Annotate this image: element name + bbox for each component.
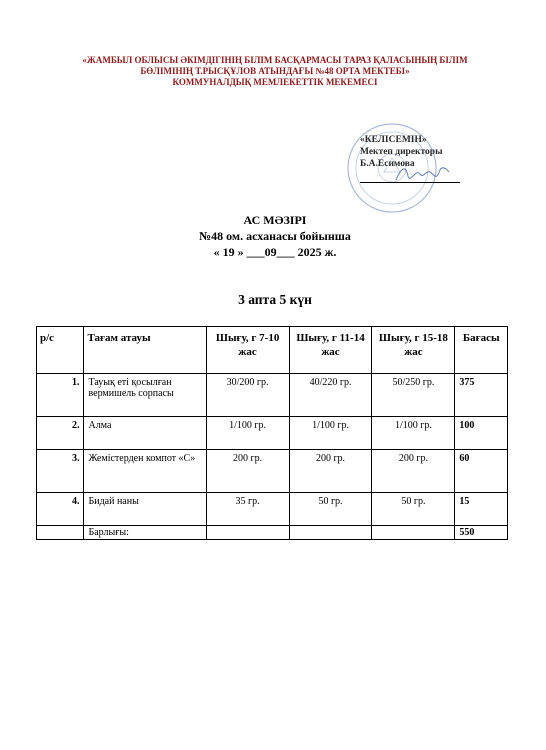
cell-num: 2.	[37, 417, 84, 450]
cell-name: Бидай наны	[84, 493, 206, 526]
cell-name: Тауық еті қосылған вермишель сорпасы	[84, 374, 206, 417]
header-line-1: «ЖАМБЫЛ ОБЛЫСЫ ӘКІМДІГІНІҢ БІЛІМ БАСҚАРМАСЫ ТАРАЗ ҚАЛАСЫНЫҢ БІЛІМ	[82, 55, 468, 65]
table-header-row	[37, 327, 508, 374]
organization-header	[40, 55, 510, 88]
cell-age2: 200 гр.	[289, 450, 372, 493]
menu-subtitle: №48 ом. асханасы бойынша	[199, 229, 351, 243]
cell-num: 3.	[37, 450, 84, 493]
cell-empty	[206, 526, 289, 540]
header-line-3: КОММУНАЛДЫҚ МЕМЛЕКЕТТІК МЕКЕМЕСІ	[172, 77, 378, 87]
header-name: Тағам атауы	[84, 327, 206, 374]
total-label: Барлығы:	[84, 526, 206, 540]
header-price: Бағасы	[455, 327, 508, 374]
total-value: 550	[455, 526, 508, 540]
cell-empty	[37, 526, 84, 540]
cell-name: Жемістерден компот «С»	[84, 450, 206, 493]
table-row	[37, 417, 508, 450]
header-age3: Шығу, г 15-18 жас	[372, 327, 455, 374]
menu-date	[110, 244, 440, 260]
menu-title: АС МӘЗІРІ	[243, 213, 307, 227]
cell-age3: 1/100 гр.	[372, 417, 455, 450]
cell-empty	[289, 526, 372, 540]
cell-num: 4.	[37, 493, 84, 526]
table-row	[37, 374, 508, 417]
cell-age3: 50 гр.	[372, 493, 455, 526]
cell-age2: 1/100 гр.	[289, 417, 372, 450]
date-day: « 19 »	[213, 245, 244, 259]
cell-age1: 35 гр.	[206, 493, 289, 526]
cell-price: 15	[455, 493, 508, 526]
cell-num: 1.	[37, 374, 84, 417]
table-row	[37, 493, 508, 526]
approval-title: «КЕЛІСЕМІН»	[360, 135, 427, 145]
header-num: р/с	[37, 327, 84, 374]
approval-name: Б.А.Есимова	[360, 159, 415, 169]
cell-empty	[372, 526, 455, 540]
week-day-label: 3 апта 5 күн	[238, 292, 312, 307]
cell-age2: 40/220 гр.	[289, 374, 372, 417]
cell-age1: 30/200 гр.	[206, 374, 289, 417]
signature-icon	[392, 162, 452, 186]
cell-age2: 50 гр.	[289, 493, 372, 526]
header-line-2: БӨЛІМІНІҢ Т.РЫСҚҰЛОВ АТЫНДАҒЫ №48 ОРТА МЕКТЕБІ»	[140, 66, 410, 76]
table-row	[37, 450, 508, 493]
cell-age1: 1/100 гр.	[206, 417, 289, 450]
cell-age1: 200 гр.	[206, 450, 289, 493]
cell-name: Алма	[84, 417, 206, 450]
cell-price: 375	[455, 374, 508, 417]
menu-table	[36, 326, 508, 540]
approval-position: Мектеп директоры	[360, 147, 443, 157]
cell-age3: 200 гр.	[372, 450, 455, 493]
cell-price: 100	[455, 417, 508, 450]
cell-age3: 50/250 гр.	[372, 374, 455, 417]
menu-title-block	[110, 212, 440, 260]
table-total-row	[37, 526, 508, 540]
header-age1: Шығу, г 7-10 жас	[206, 327, 289, 374]
cell-price: 60	[455, 450, 508, 493]
header-age2: Шығу, г 11-14 жас	[289, 327, 372, 374]
date-year: 2025 ж.	[297, 245, 337, 259]
date-month: ___09___	[246, 245, 295, 259]
